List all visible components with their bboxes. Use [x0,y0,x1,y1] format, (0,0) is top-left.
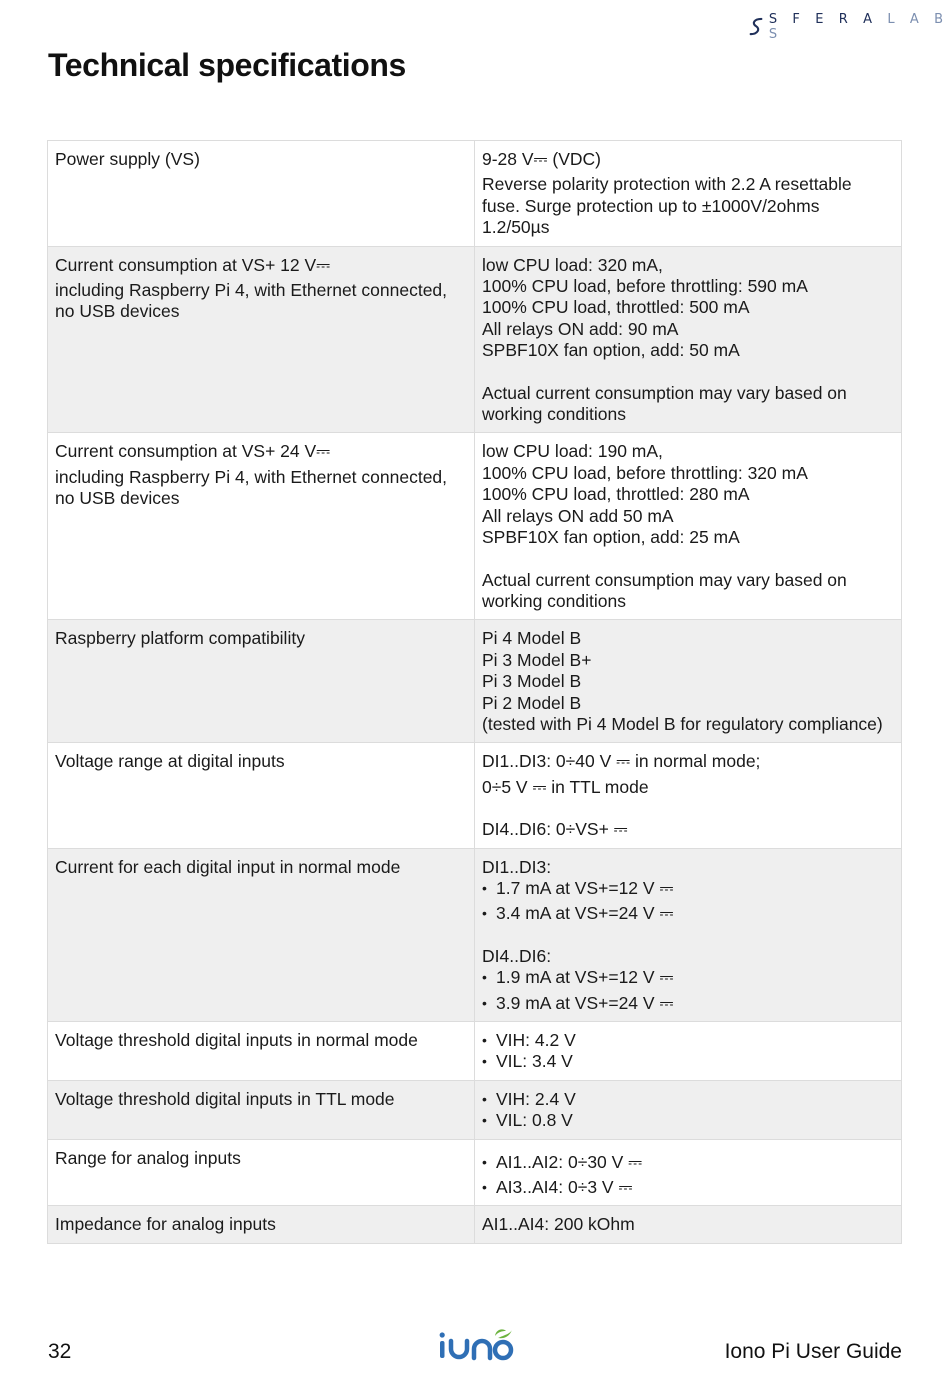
bullet-item: • VIL: 0.8 V [482,1110,894,1131]
spec-label-line: Voltage threshold digital inputs in TTL mode [55,1088,395,1109]
bullet-item: • 3.9 mA at VS+=24 V ⎓ [482,993,894,1014]
spec-value-cell [475,620,902,743]
spec-label-cell [48,1206,475,1243]
bullet-list [482,1030,894,1073]
spec-value-line: All relays ON add 50 mA [482,505,674,526]
spec-value-line: DI4..DI6: [482,945,552,966]
spec-value-line: Pi 4 Model B [482,628,582,649]
spec-value-line: Actual current consumption may vary based on [482,382,847,403]
spec-label-line: Impedance for analog inputs [55,1214,276,1235]
spec-value-line: fuse. Surge protection up to ±1000V/2ohms [482,195,820,216]
spec-label-cell [48,246,475,433]
spec-value-line: Reverse polarity protection with 2.2 A resettable [482,174,852,195]
bullet-item: • VIH: 2.4 V [482,1089,894,1110]
spec-row [48,1022,902,1081]
spec-value-line: Actual current consumption may vary based on [482,569,847,590]
spec-value-line: Pi 3 Model B+ [482,649,592,670]
bullet-list [482,878,894,925]
spec-label-cell [48,743,475,848]
spec-value-line: SPBF10X fan option, add: 50 mA [482,340,740,361]
spec-value-cell [475,246,902,433]
spec-label-line: including Raspberry Pi 4, with Ethernet connected, [55,466,448,487]
spec-row [48,743,902,848]
spec-value-cell [475,1022,902,1081]
spec-row [48,848,902,1021]
spec-label-cell [48,1139,475,1206]
spec-row [48,1080,902,1139]
spec-label-line: Current consumption at VS+ 12 V⎓ [55,254,331,275]
spec-label-line: including Raspberry Pi 4, with Ethernet connected, [55,280,448,301]
spec-label-cell [48,141,475,247]
bullet-list [482,1152,894,1199]
bullet-item: • 3.4 mA at VS+=24 V ⎓ [482,903,894,924]
sferalabs-swirl-icon [748,15,766,39]
spec-value-line: Pi 3 Model B [482,671,582,692]
spec-value-cell [475,1080,902,1139]
spec-value-cell [475,1206,902,1243]
spec-value-line: 100% CPU load, before throttling: 320 mA [482,462,808,483]
spacer [482,925,894,946]
page-number: 32 [48,1340,72,1363]
spec-row [48,1206,902,1243]
spec-value-line: 100% CPU load, throttled: 280 mA [482,484,750,505]
spacer [482,362,894,383]
spec-value-line: 0÷5 V ⎓ in TTL mode [482,776,649,797]
spec-label-cell [48,1080,475,1139]
spec-value-line: working conditions [482,404,626,425]
spec-value-line: DI1..DI3: 0÷40 V ⎓ in normal mode; [482,751,761,772]
bullet-list [482,1089,894,1132]
spec-value-line: working conditions [482,590,626,611]
bullet-item: • 1.9 mA at VS+=12 V ⎓ [482,967,894,988]
spacer [482,798,894,819]
sferalabs-wordmark: S F E R A L A B S [768,12,949,42]
spec-label-line: no USB devices [55,488,180,509]
bullet-list [482,967,894,1014]
spec-value-line: 100% CPU load, throttled: 500 mA [482,297,750,318]
spec-value-line: SPBF10X fan option, add: 25 mA [482,527,740,548]
spec-label-line: Current for each digital input in normal mode [55,856,401,877]
sferalabs-logo [748,12,950,42]
spec-row [48,433,902,620]
spec-table-body [48,141,902,1244]
spec-label-cell [48,848,475,1021]
spec-label-line: Voltage range at digital inputs [55,751,285,772]
spec-row [48,141,902,247]
iono-logo [438,1326,514,1367]
guide-title: Iono Pi User Guide [724,1340,902,1363]
bullet-item: • VIH: 4.2 V [482,1030,894,1051]
spec-value-cell [475,743,902,848]
spec-label-line: no USB devices [55,301,180,322]
spec-value-line: (tested with Pi 4 Model B for regulatory compliance) [482,713,883,734]
spec-value-cell [475,848,902,1021]
spec-row [48,620,902,743]
spec-label-line: Power supply (VS) [55,149,200,169]
spec-value-line: 100% CPU load, before throttling: 590 mA [482,276,808,297]
spec-value-cell [475,141,902,247]
bullet-item: • AI1..AI2: 0÷30 V ⎓ [482,1152,894,1173]
spec-value-line: DI1..DI3: [482,856,552,877]
spec-value-line: 9-28 V⎓ (VDC) [482,149,601,169]
iono-brand-icon [438,1326,514,1362]
spec-label-line: Voltage threshold digital inputs in normal mode [55,1030,418,1050]
spec-value-cell [475,433,902,620]
spec-value-line: DI4..DI6: 0÷VS+ ⎓ [482,819,628,840]
spec-value-line: AI1..AI4: 200 kOhm [482,1214,635,1235]
spec-row [48,1139,902,1206]
spec-value-cell [475,1139,902,1206]
bullet-item: • AI3..AI4: 0÷3 V ⎓ [482,1177,894,1198]
spec-value-line: low CPU load: 320 mA, [482,254,663,275]
spec-value-line: 1.2/50µs [482,217,550,238]
spec-value-line: All relays ON add: 90 mA [482,318,679,339]
page-title: Technical specifications [48,47,406,83]
bullet-item: • 1.7 mA at VS+=12 V ⎓ [482,878,894,899]
spec-label-cell [48,1022,475,1081]
spacer [482,549,894,570]
spec-label-cell [48,620,475,743]
spec-value-line: Pi 2 Model B [482,692,582,713]
spec-label-cell [48,433,475,620]
spec-row [48,246,902,433]
spec-label-line: Current consumption at VS+ 24 V⎓ [55,441,331,462]
spec-value-line: low CPU load: 190 mA, [482,441,663,462]
spec-label-line: Raspberry platform compatibility [55,628,305,649]
spec-label-line: Range for analog inputs [55,1147,241,1168]
technical-specifications-table [47,140,902,1244]
bullet-item: • VIL: 3.4 V [482,1051,894,1072]
